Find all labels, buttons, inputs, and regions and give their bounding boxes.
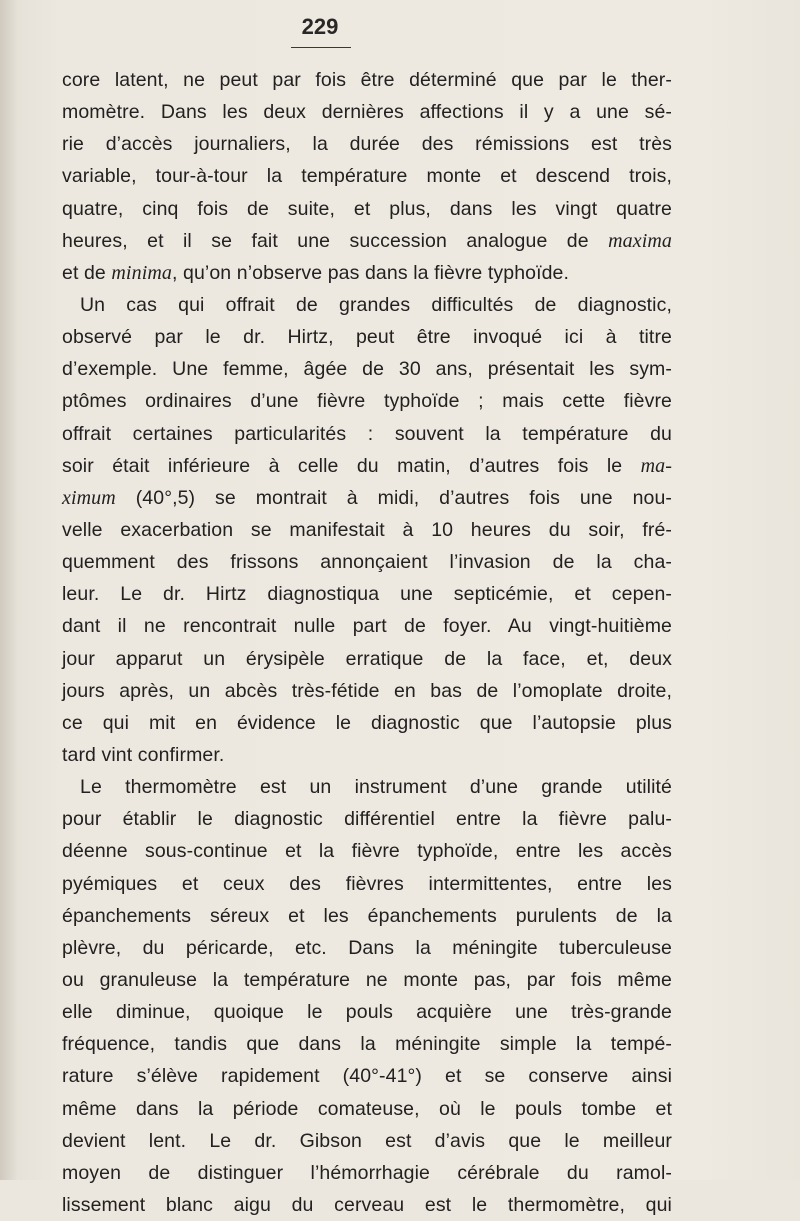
page-number: 229 [301,14,339,39]
body-text [62,64,672,1221]
text-line [62,321,672,353]
text-segment: observé par le dr. Hirtz, peut être invoqué ici à titre [62,326,672,349]
text-segment: jour apparut un érysipèle erratique de la face, et, deux [62,647,672,670]
text-segment: d’exemple. Une femme, âgée de 30 ans, présentait les sym- [62,358,672,381]
text-segment: (40°,5) se montrait à midi, d’autres fois une nou- [115,486,672,509]
text-segment: leur. Le dr. Hirtz diagnostiqua une septicémie, et cepen- [62,583,672,606]
text-segment: momètre. Dans les deux dernières affections il y a une sé- [62,101,672,124]
page-number-rule [291,47,351,48]
text-segment: déenne sous-continue et la fièvre typhoïde, entre les accès [62,840,672,863]
text-segment: Un cas qui offrait de grandes difficultés de diagnostic, [80,293,672,316]
text-line [62,546,672,578]
text-segment: même dans la période comateuse, où le pouls tombe et [62,1097,672,1120]
text-segment: elle diminue, quoique le pouls acquière une très-grande [62,1001,672,1024]
text-segment: rature s’élève rapidement (40°-41°) et se conserve ainsi [62,1065,672,1088]
text-segment: plèvre, du péricarde, etc. Dans la méningite tuberculeuse [62,936,672,959]
text-line [62,482,672,514]
text-segment: pour établir le diagnostic différentiel entre la fièvre palu- [62,808,672,831]
text-segment: dant il ne rencontrait nulle part de foyer. Au vingt-huitième [62,615,672,638]
text-line [62,707,672,739]
italic-text: ximum [62,486,116,509]
text-line [62,514,672,546]
text-line [62,1189,672,1221]
text-segment: , qu’on n’observe pas dans la fièvre typhoïde. [172,261,570,284]
text-segment: heures, et il se fait une succession analogue de [62,229,609,252]
text-line [62,1028,672,1060]
text-segment: et de [62,261,112,284]
italic-text: ma- [640,454,672,477]
text-line [62,1060,672,1092]
text-segment: tard vint confirmer. [62,743,225,766]
text-line [62,932,672,964]
text-segment: moyen de distinguer l’hémorrhagie cérébrale du ramol- [62,1161,672,1184]
text-line [62,1125,672,1157]
text-segment: variable, tour-à-tour la température monte et descend trois, [62,165,672,188]
text-segment: pyémiques et ceux des fièvres intermittentes, entre les [62,872,672,895]
text-segment: quatre, cinq fois de suite, et plus, dans les vingt quatre [62,197,672,220]
text-line [62,739,672,771]
text-line [62,225,672,257]
text-segment: devient lent. Le dr. Gibson est d’avis que le meilleur [62,1129,672,1152]
text-segment: quemment des frissons annonçaient l’invasion de la cha- [62,551,672,574]
text-line [62,610,672,642]
text-line [62,418,672,450]
text-line [62,64,672,96]
text-line [62,868,672,900]
text-line [62,1157,672,1189]
text-line [62,900,672,932]
text-line [62,1093,672,1125]
text-segment: soir était inférieure à celle du matin, d’autres fois le [62,454,641,477]
text-line [62,578,672,610]
text-line [62,289,672,321]
text-line [62,96,672,128]
text-segment: rie d’accès journaliers, la durée des rémissions est très [62,133,672,156]
text-line [62,771,672,803]
text-line [62,385,672,417]
text-line [62,450,672,482]
text-segment: fréquence, tandis que dans la méningite simple la tempé- [62,1033,672,1056]
text-segment: velle exacerbation se manifestait à 10 heures du soir, fré- [62,518,672,541]
text-segment: offrait certaines particularités : souvent la température du [62,422,672,445]
text-line [62,257,672,289]
text-segment: lissement blanc aigu du cerveau est le thermomètre, qui [62,1193,672,1216]
text-line [62,643,672,675]
text-line [62,964,672,996]
text-line [62,996,672,1028]
text-segment: épanchements séreux et les épanchements purulents de la [62,904,672,927]
text-segment: jours après, un abcès très-fétide en bas de l’omoplate droite, [62,679,672,702]
italic-text: maxima [608,229,672,252]
text-segment: core latent, ne peut par fois être déterminé que par le ther- [62,69,672,91]
text-segment: ou granuleuse la température ne monte pas, par fois même [62,968,672,991]
text-segment: Le thermomètre est un instrument d’une grande utilité [80,776,672,799]
text-line [62,193,672,225]
text-line [62,803,672,835]
text-line [62,128,672,160]
text-line [62,353,672,385]
text-line [62,835,672,867]
text-segment: ptômes ordinaires d’une fièvre typhoïde ; mais cette fièvre [62,390,672,413]
text-line [62,675,672,707]
text-segment: ce qui mit en évidence le diagnostic que l’autopsie plus [62,711,672,734]
text-line [62,160,672,192]
italic-text: minima [111,261,172,284]
